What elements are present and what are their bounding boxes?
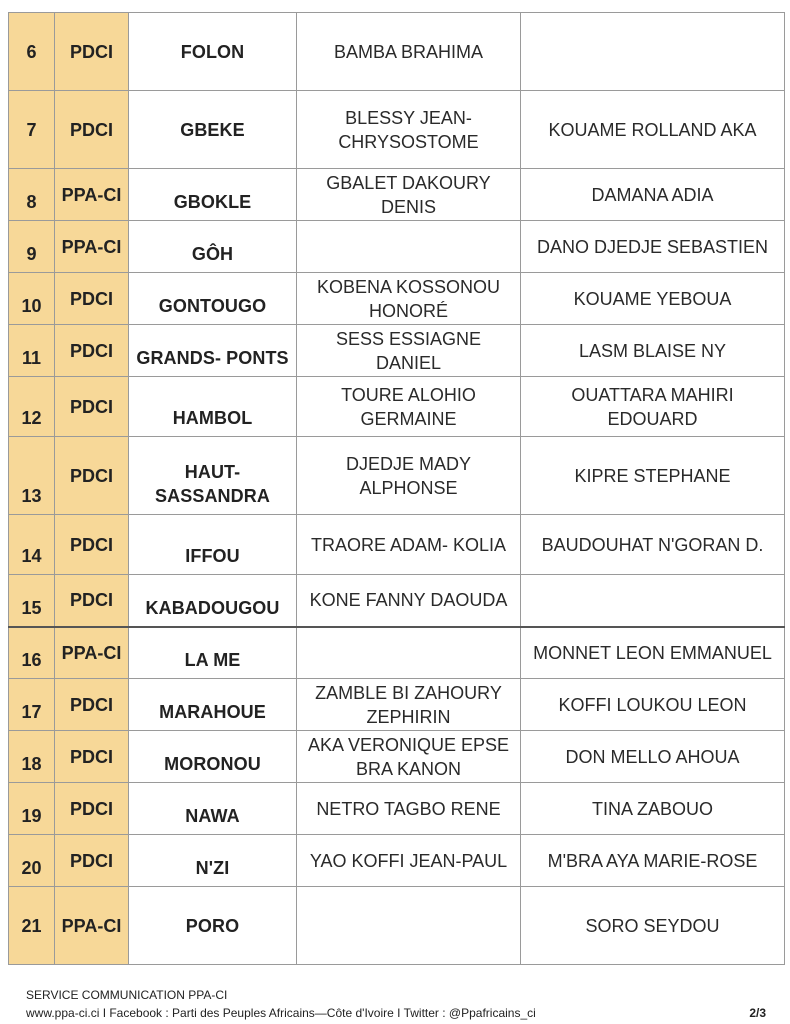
row-number: 10 — [9, 273, 55, 325]
party-cell: PDCI — [55, 575, 129, 627]
table-row — [9, 835, 785, 887]
row-number: 18 — [9, 731, 55, 783]
party-cell: PDCI — [55, 91, 129, 169]
candidate-b-cell — [521, 575, 785, 627]
party-cell: PDCI — [55, 679, 129, 731]
party-cell: PPA-CI — [55, 221, 129, 273]
row-number: 12 — [9, 377, 55, 437]
row-number: 7 — [9, 91, 55, 169]
table-row — [9, 13, 785, 91]
row-number: 17 — [9, 679, 55, 731]
candidate-a-cell — [297, 627, 521, 679]
row-number: 9 — [9, 221, 55, 273]
candidate-a-cell — [297, 887, 521, 965]
table-row — [9, 377, 785, 437]
table-row — [9, 783, 785, 835]
candidate-b-cell: M'BRA AYA MARIE-ROSE — [521, 835, 785, 887]
table-row — [9, 679, 785, 731]
region-cell: NAWA — [129, 783, 297, 835]
region-cell: GBOKLE — [129, 169, 297, 221]
footer-service: SERVICE COMMUNICATION PPA-CI — [26, 988, 228, 1002]
candidate-b-cell: DON MELLO AHOUA — [521, 731, 785, 783]
candidate-a-cell: ZAMBLE BI ZAHOURY ZEPHIRIN — [297, 679, 521, 731]
candidate-b-cell: OUATTARA MAHIRI EDOUARD — [521, 377, 785, 437]
region-cell: GBEKE — [129, 91, 297, 169]
row-number: 16 — [9, 627, 55, 679]
table-row — [9, 273, 785, 325]
page-number: 2/3 — [749, 1006, 766, 1020]
party-cell: PDCI — [55, 437, 129, 515]
region-cell: FOLON — [129, 13, 297, 91]
party-cell: PPA-CI — [55, 887, 129, 965]
table-row — [9, 91, 785, 169]
candidate-b-cell: DANO DJEDJE SEBASTIEN — [521, 221, 785, 273]
candidate-b-cell: LASM BLAISE NY — [521, 325, 785, 377]
region-cell: MARAHOUE — [129, 679, 297, 731]
party-cell: PDCI — [55, 515, 129, 575]
candidates-table-body — [9, 13, 785, 965]
candidate-a-cell: KONE FANNY DAOUDA — [297, 575, 521, 627]
table-row — [9, 575, 785, 627]
candidate-b-cell: KOUAME ROLLAND AKA — [521, 91, 785, 169]
candidates-table — [8, 12, 785, 965]
party-cell: PDCI — [55, 273, 129, 325]
candidate-b-cell: TINA ZABOUO — [521, 783, 785, 835]
table-row — [9, 731, 785, 783]
party-cell: PDCI — [55, 13, 129, 91]
candidate-a-cell: BAMBA BRAHIMA — [297, 13, 521, 91]
candidate-a-cell: GBALET DAKOURY DENIS — [297, 169, 521, 221]
candidate-a-cell: SESS ESSIAGNE DANIEL — [297, 325, 521, 377]
table-row — [9, 221, 785, 273]
candidate-a-cell: TOURE ALOHIO GERMAINE — [297, 377, 521, 437]
party-cell: PPA-CI — [55, 627, 129, 679]
candidate-b-cell: KOUAME YEBOUA — [521, 273, 785, 325]
row-number: 11 — [9, 325, 55, 377]
candidate-b-cell: DAMANA ADIA — [521, 169, 785, 221]
candidate-a-cell: KOBENA KOSSONOU HONORÉ — [297, 273, 521, 325]
party-cell: PDCI — [55, 835, 129, 887]
region-cell: LA ME — [129, 627, 297, 679]
region-cell: N'ZI — [129, 835, 297, 887]
candidate-b-cell: MONNET LEON EMMANUEL — [521, 627, 785, 679]
candidate-a-cell: DJEDJE MADY ALPHONSE — [297, 437, 521, 515]
party-cell: PDCI — [55, 377, 129, 437]
row-number: 8 — [9, 169, 55, 221]
candidate-a-cell: BLESSY JEAN- CHRYSOSTOME — [297, 91, 521, 169]
party-cell: PDCI — [55, 783, 129, 835]
row-number: 19 — [9, 783, 55, 835]
candidate-a-cell: TRAORE ADAM- KOLIA — [297, 515, 521, 575]
region-cell: GÔH — [129, 221, 297, 273]
region-cell: HAUT- SASSANDRA — [129, 437, 297, 515]
region-cell: GONTOUGO — [129, 273, 297, 325]
party-cell: PDCI — [55, 325, 129, 377]
region-cell: GRANDS- PONTS — [129, 325, 297, 377]
region-cell: PORO — [129, 887, 297, 965]
region-cell: IFFOU — [129, 515, 297, 575]
row-number: 14 — [9, 515, 55, 575]
region-cell: KABADOUGOU — [129, 575, 297, 627]
candidate-b-cell: KIPRE STEPHANE — [521, 437, 785, 515]
table-row — [9, 515, 785, 575]
candidate-b-cell: BAUDOUHAT N'GORAN D. — [521, 515, 785, 575]
row-number: 21 — [9, 887, 55, 965]
candidate-b-cell — [521, 13, 785, 91]
party-cell: PPA-CI — [55, 169, 129, 221]
region-cell: HAMBOL — [129, 377, 297, 437]
table-row — [9, 437, 785, 515]
table-row — [9, 169, 785, 221]
candidate-a-cell: YAO KOFFI JEAN-PAUL — [297, 835, 521, 887]
row-number: 20 — [9, 835, 55, 887]
row-number: 15 — [9, 575, 55, 627]
candidate-a-cell: NETRO TAGBO RENE — [297, 783, 521, 835]
table-row — [9, 627, 785, 679]
candidate-b-cell: KOFFI LOUKOU LEON — [521, 679, 785, 731]
table-row — [9, 325, 785, 377]
row-number: 13 — [9, 437, 55, 515]
table-row — [9, 887, 785, 965]
footer-contacts: www.ppa-ci.ci I Facebook : Parti des Peuples Africains—Côte d'Ivoire I Twitter : @Ppafricains_ci — [26, 1006, 536, 1020]
candidate-a-cell: AKA VERONIQUE EPSE BRA KANON — [297, 731, 521, 783]
row-number: 6 — [9, 13, 55, 91]
candidate-b-cell: SORO SEYDOU — [521, 887, 785, 965]
candidate-a-cell — [297, 221, 521, 273]
region-cell: MORONOU — [129, 731, 297, 783]
party-cell: PDCI — [55, 731, 129, 783]
